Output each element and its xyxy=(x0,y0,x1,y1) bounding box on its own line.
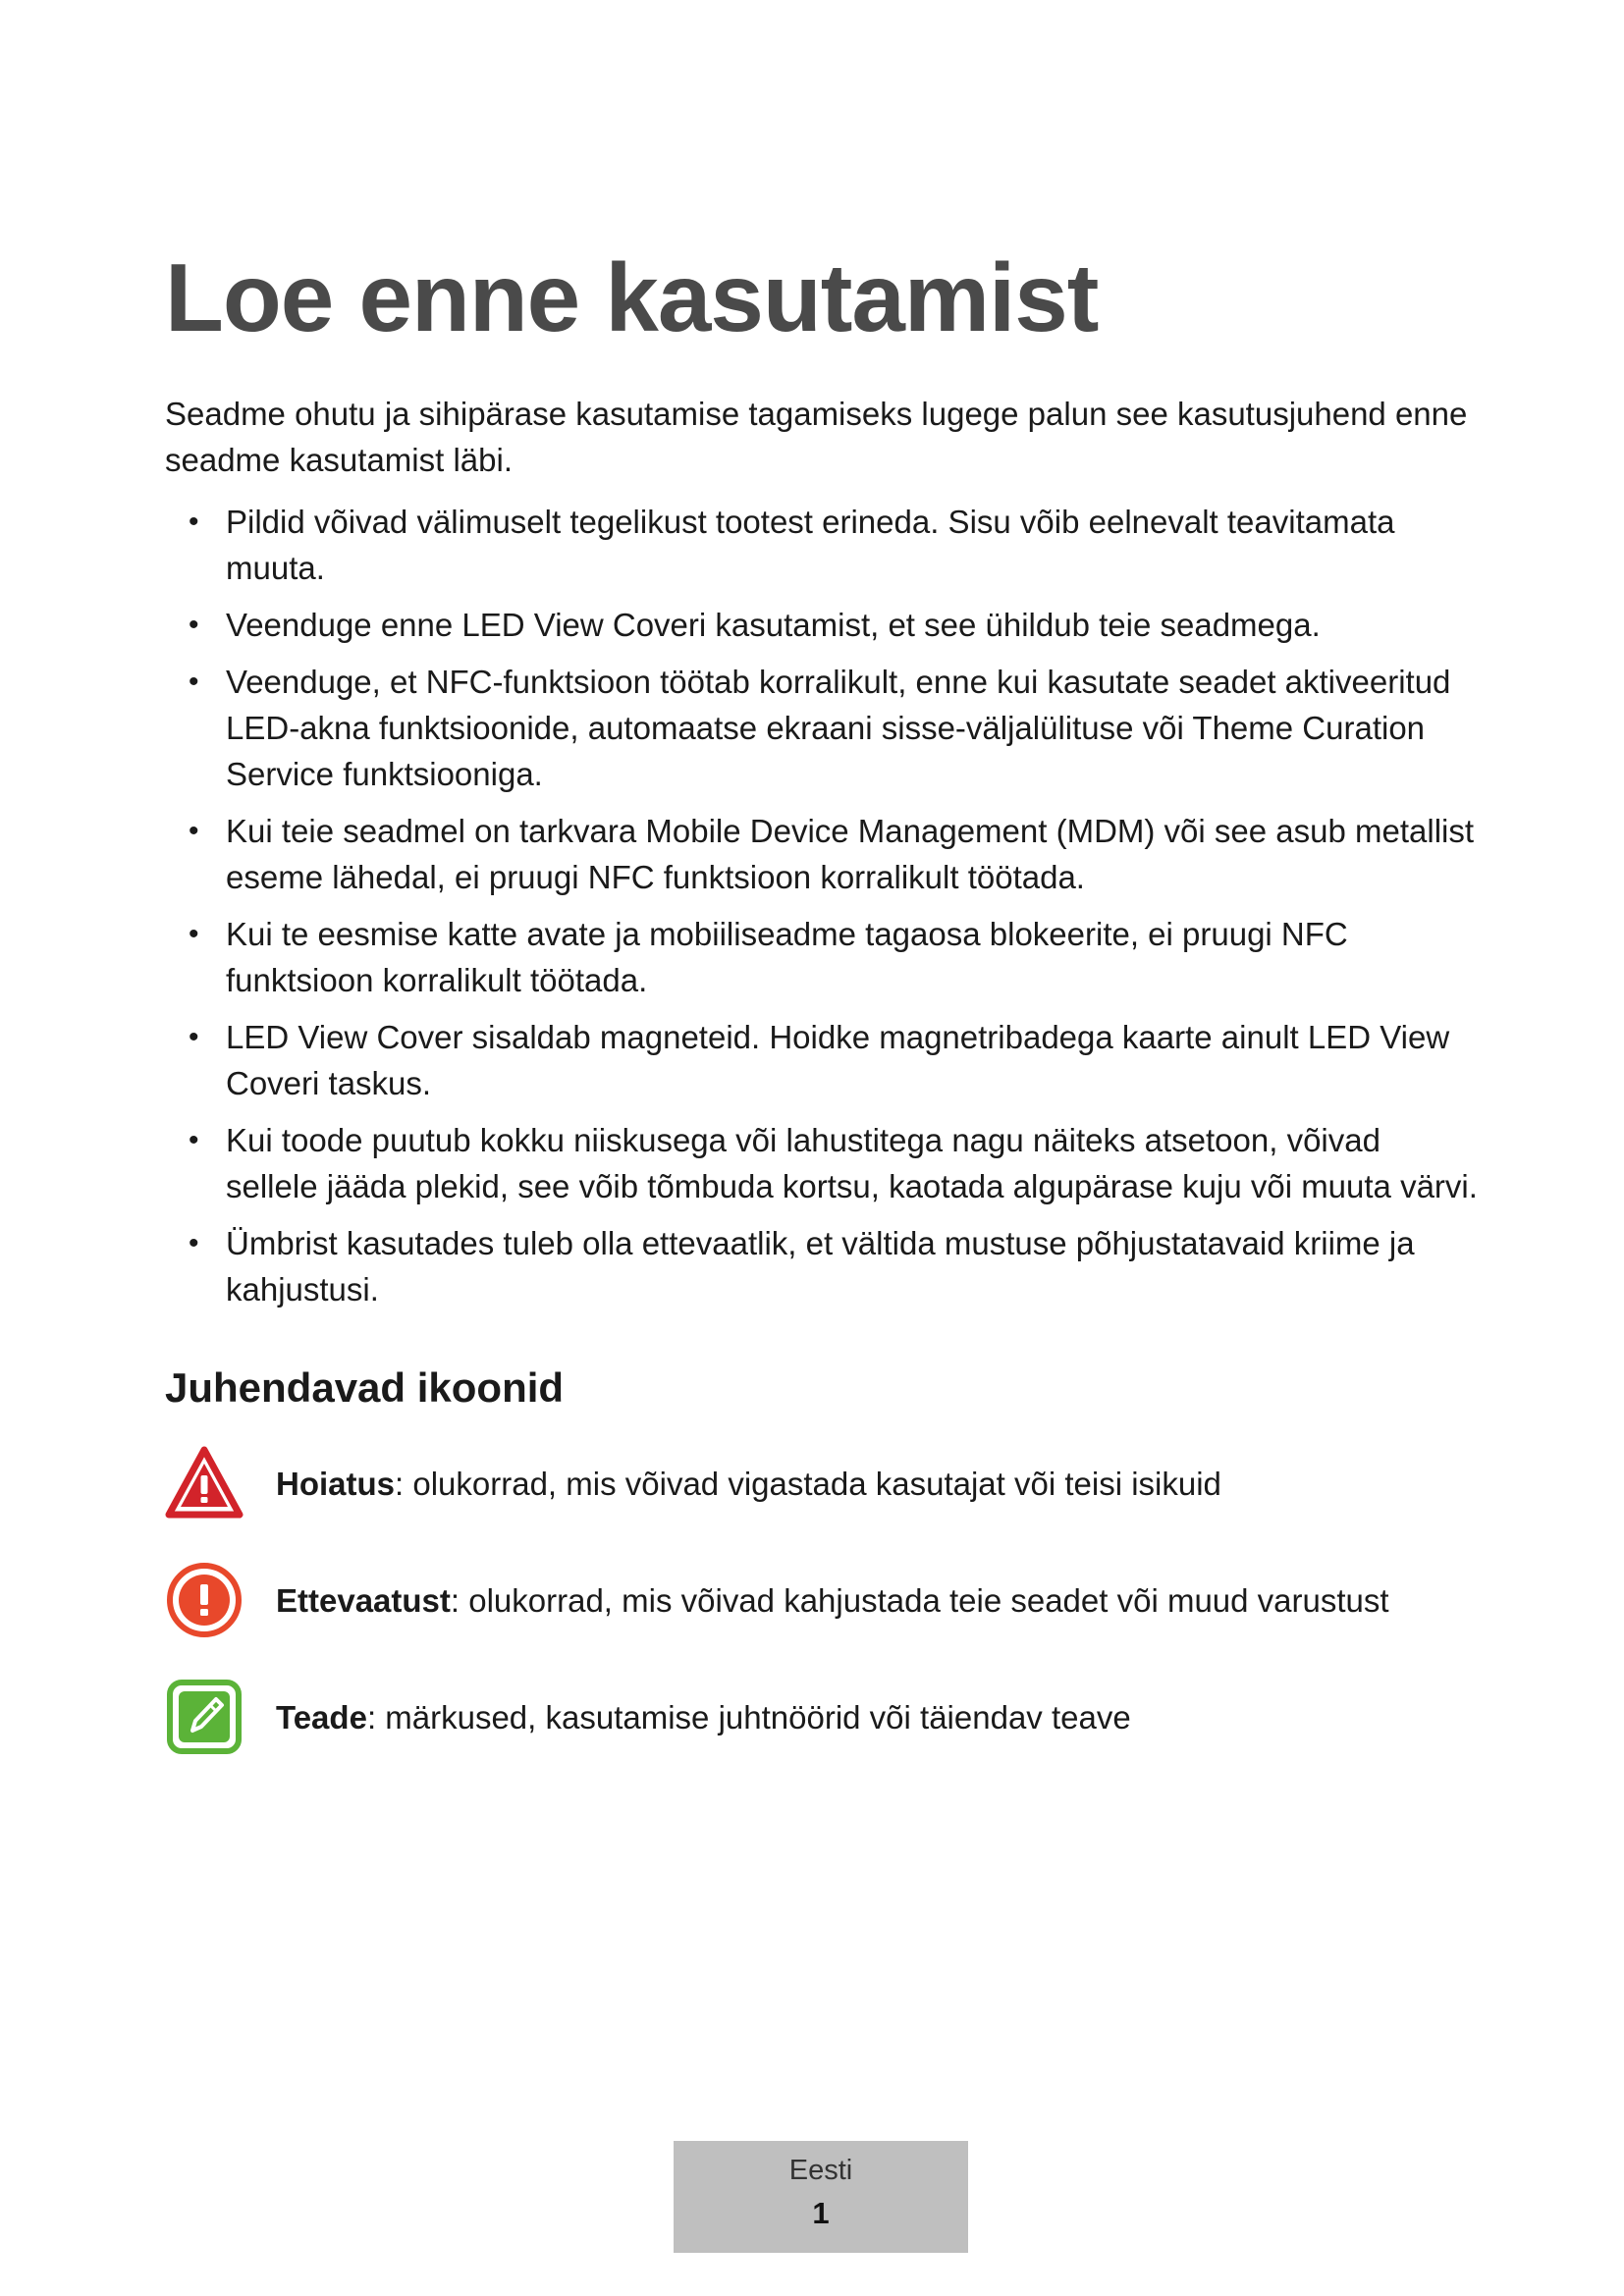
list-item-text: Kui te eesmise katte avate ja mobiiliseadme tagaosa blokeerite, ei pruugi NFC funktsioon korralikult töötada. xyxy=(226,916,1348,998)
bullet-icon: • xyxy=(189,815,199,847)
list-item xyxy=(165,1220,1481,1312)
intro-paragraph: Seadme ohutu ja sihipärase kasutamise tagamiseks lugege palun see kasutusjuhend enne seadme kasutamist läbi. xyxy=(165,396,1468,478)
list-item-text: Kui toode puutub kokku niiskusega või lahustitega nagu näiteks atsetoon, võivad sellele jääda plekid, see võib tõmbuda kortsu, kaotada algupärase kuju või muuta värvi. xyxy=(226,1122,1478,1204)
bullet-icon: • xyxy=(189,1021,199,1053)
page-footer xyxy=(674,2141,968,2253)
legend-label: Ettevaatust xyxy=(276,1581,451,1619)
bullet-icon: • xyxy=(189,506,199,538)
precautions-list xyxy=(165,499,1481,1323)
list-item xyxy=(165,911,1481,1003)
icon-legend-caution xyxy=(165,1561,1471,1639)
caution-circle-icon xyxy=(165,1561,244,1639)
page-title: Loe enne kasutamist xyxy=(165,243,1099,351)
bullet-icon: • xyxy=(189,918,199,950)
bullet-icon: • xyxy=(189,609,199,641)
bullet-icon: • xyxy=(189,666,199,698)
legend-description: : olukorrad, mis võivad vigastada kasutajat või teisi isikuid xyxy=(395,1465,1221,1502)
icon-legend-note xyxy=(165,1678,1471,1756)
list-item-text: Veenduge enne LED View Coveri kasutamist, et see ühildub teie seadmega. xyxy=(226,607,1321,643)
bullet-icon: • xyxy=(189,1124,199,1156)
list-item xyxy=(165,1117,1481,1209)
icon-legend-text xyxy=(276,1461,1221,1507)
icon-legend-text xyxy=(276,1694,1131,1740)
list-item xyxy=(165,499,1481,591)
icon-legend-text xyxy=(276,1577,1389,1624)
page-number: 1 xyxy=(812,2196,830,2230)
list-item-text: Kui teie seadmel on tarkvara Mobile Device Management (MDM) või see asub metallist eseme lähedal, ei pruugi NFC funktsioon korralikult töötada. xyxy=(226,813,1475,895)
list-item-text: Ümbrist kasutades tuleb olla ettevaatlik, et vältida mustuse põhjustatavaid kriime ja kahjustusi. xyxy=(226,1225,1415,1308)
list-item xyxy=(165,602,1481,648)
legend-description: : olukorrad, mis võivad kahjustada teie seadet või muud varustust xyxy=(450,1581,1389,1619)
section-heading: Juhendavad ikoonid xyxy=(165,1364,565,1411)
icon-legend-warning xyxy=(165,1444,1471,1522)
list-item xyxy=(165,659,1481,797)
list-item-text: LED View Cover sisaldab magneteid. Hoidke magnetribadega kaarte ainult LED View Coveri taskus. xyxy=(226,1019,1450,1101)
list-item xyxy=(165,1014,1481,1106)
list-item-text: Pildid võivad välimuselt tegelikust tootest erineda. Sisu võib eelnevalt teavitamata muuta. xyxy=(226,504,1395,586)
warning-triangle-icon xyxy=(165,1444,244,1522)
list-item xyxy=(165,808,1481,900)
bullet-icon: • xyxy=(189,1227,199,1259)
legend-label: Hoiatus xyxy=(276,1465,396,1502)
list-item-text: Veenduge, et NFC-funktsioon töötab korralikult, enne kui kasutate seadet aktiveeritud LED-akna funktsioonide, automaatse ekraani sisse-väljalülituse või Theme Curation Service funktsiooniga. xyxy=(226,664,1451,792)
footer-language: Eesti xyxy=(788,2155,853,2186)
legend-label: Teade xyxy=(276,1698,367,1735)
legend-description: : märkused, kasutamise juhtnöörid või täiendav teave xyxy=(366,1698,1131,1735)
note-pencil-icon xyxy=(165,1678,244,1756)
